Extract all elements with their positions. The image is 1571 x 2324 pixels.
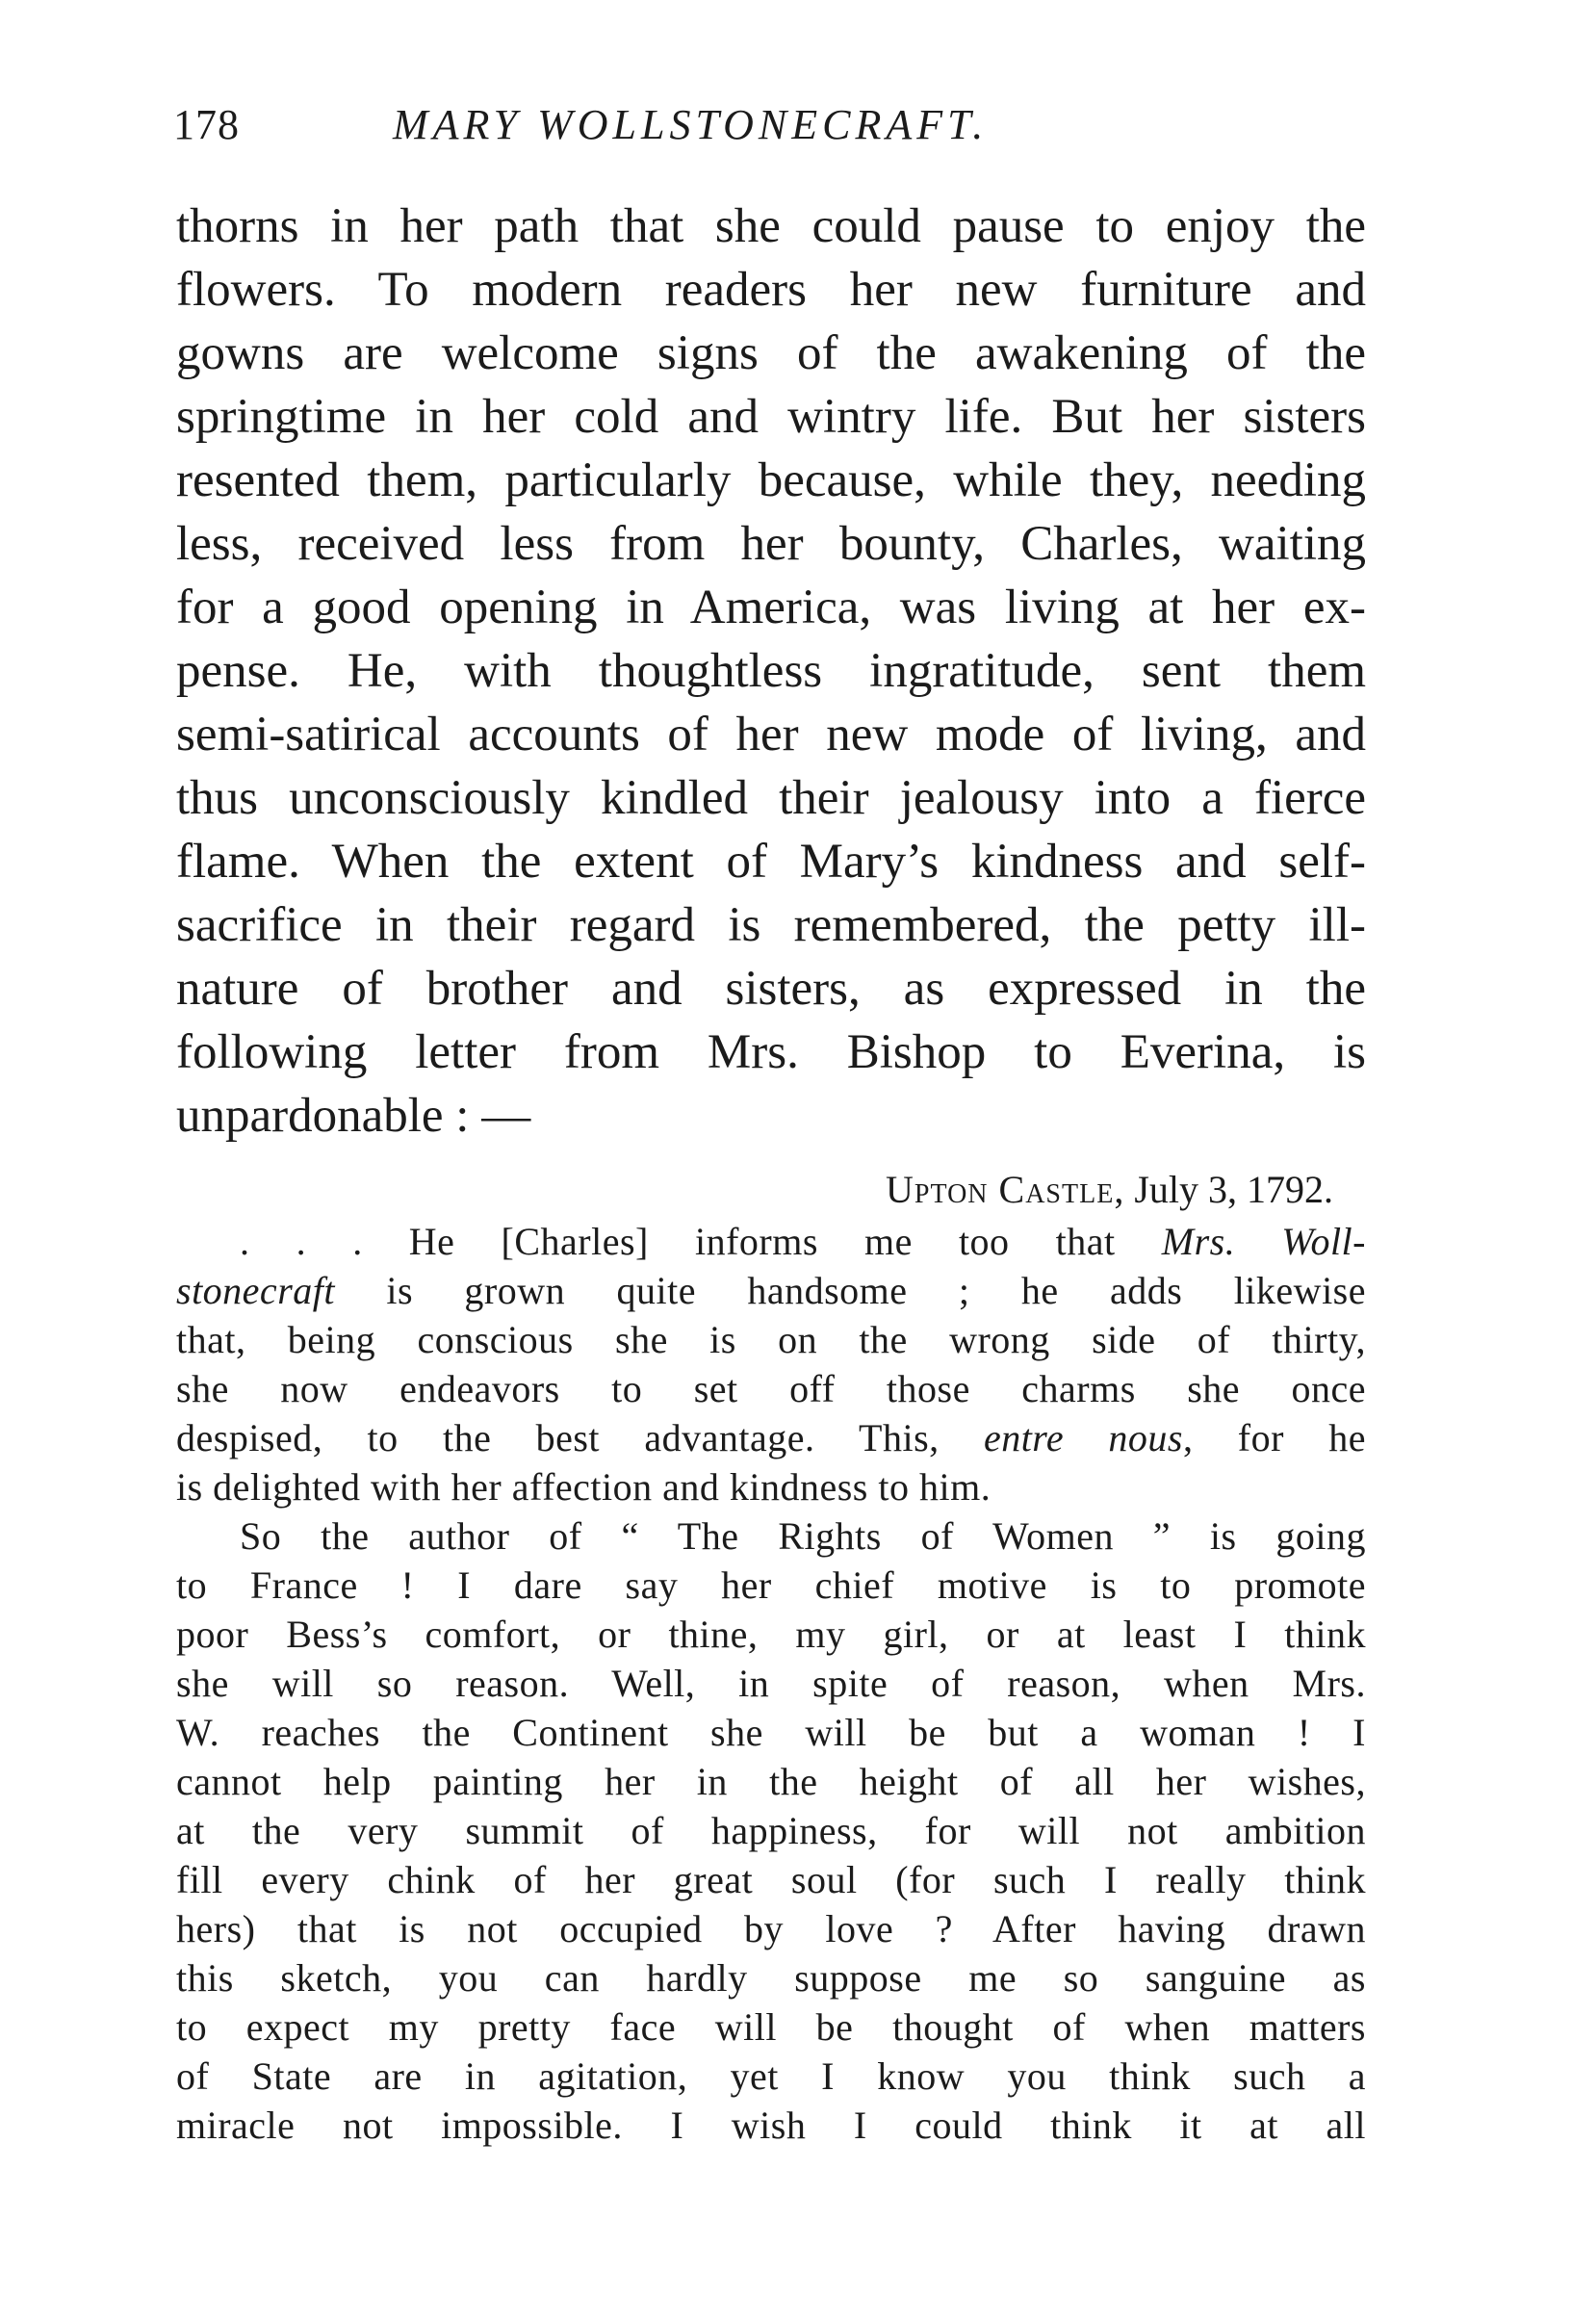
- quote-text: , for he: [1183, 1416, 1366, 1459]
- text-line: resented them, particularly because, while they, needing: [176, 453, 1366, 507]
- main-paragraph: [176, 194, 1366, 1148]
- letter-dateline: [176, 1163, 1366, 1217]
- quote-line: of State are in agitation, yet I know you think such a: [176, 2054, 1366, 2098]
- quote-line: to France ! I dare say her chief motive is to promote: [176, 1563, 1366, 1607]
- quote-italic: entre nous: [983, 1416, 1183, 1459]
- page-body: [176, 194, 1366, 2150]
- quote-line: poor Bess’s comfort, or thine, my girl, or at least I think: [176, 1613, 1366, 1656]
- text-line: gowns are welcome signs of the awakening of the: [176, 326, 1366, 380]
- text-line: pense. He, with thoughtless ingratitude, sent them: [176, 644, 1366, 698]
- quote-line: at the very summit of happiness, for will not ambition: [176, 1809, 1366, 1852]
- text-line: unpardonable : —: [176, 1089, 531, 1143]
- quote-line: this sketch, you can hardly suppose me so sanguine as: [176, 1956, 1366, 2000]
- running-head: MARY WOLLSTONECRAFT.: [393, 101, 989, 148]
- text-line: for a good opening in America, was living at her ex-: [176, 581, 1366, 634]
- quote-italic: stonecraft: [176, 1269, 335, 1312]
- quote-text: is grown quite handsome ; he adds likewise: [334, 1269, 1366, 1312]
- quote-line: cannot help painting her in the height of all her wishes,: [176, 1760, 1366, 1803]
- text-line: thorns in her path that she could pause to enjoy the: [176, 199, 1366, 253]
- quote-line: [176, 1413, 1366, 1462]
- text-line: flowers. To modern readers her new furniture and: [176, 263, 1366, 317]
- quote-line: [176, 1266, 1366, 1315]
- quote-line: hers) that is not occupied by love ? After having drawn: [176, 1907, 1366, 1950]
- text-line: semi-satirical accounts of her new mode of living, and: [176, 708, 1366, 762]
- quote-line: miracle not impossible. I wish I could think it at all: [176, 2104, 1366, 2147]
- text-line: less, received less from her bounty, Charles, waiting: [176, 517, 1366, 571]
- letter-quote: [176, 1217, 1366, 2150]
- quote-line: she now endeavors to set off those charms she once: [176, 1367, 1366, 1410]
- quote-line: is delighted with her affection and kindness to him.: [176, 1465, 992, 1509]
- quote-line: [176, 1217, 1366, 1266]
- quote-line: fill every chink of her great soul (for such I really think: [176, 1858, 1366, 1901]
- quote-text: . . . He [Charles] informs me too that: [240, 1220, 1162, 1263]
- quote-italic: Mrs. Woll-: [1161, 1220, 1366, 1263]
- quote-line: So the author of “ The Rights of Women ” is going: [240, 1514, 1366, 1558]
- quote-line: to expect my pretty face will be thought of when matters: [176, 2005, 1366, 2049]
- text-line: nature of brother and sisters, as expressed in the: [176, 962, 1366, 1016]
- dateline-place: Upton Castle,: [886, 1168, 1125, 1211]
- page-number: 178: [173, 101, 240, 148]
- text-line: following letter from Mrs. Bishop to Everina, is: [176, 1025, 1366, 1079]
- text-line: sacrifice in their regard is remembered, the petty ill-: [176, 898, 1366, 952]
- text-line: thus unconsciously kindled their jealousy into a fierce: [176, 771, 1366, 825]
- text-line: flame. When the extent of Mary’s kindness and self-: [176, 835, 1366, 889]
- page-header: [173, 96, 1367, 154]
- text-line: springtime in her cold and wintry life. But her sisters: [176, 390, 1366, 444]
- quote-line: she will so reason. Well, in spite of reason, when Mrs.: [176, 1662, 1366, 1705]
- quote-line: W. reaches the Continent she will be but a woman ! I: [176, 1711, 1366, 1754]
- dateline-date: July 3, 1792.: [1134, 1168, 1333, 1211]
- quote-line: that, being conscious she is on the wrong side of thirty,: [176, 1318, 1366, 1361]
- quote-text: despised, to the best advantage. This,: [176, 1416, 984, 1459]
